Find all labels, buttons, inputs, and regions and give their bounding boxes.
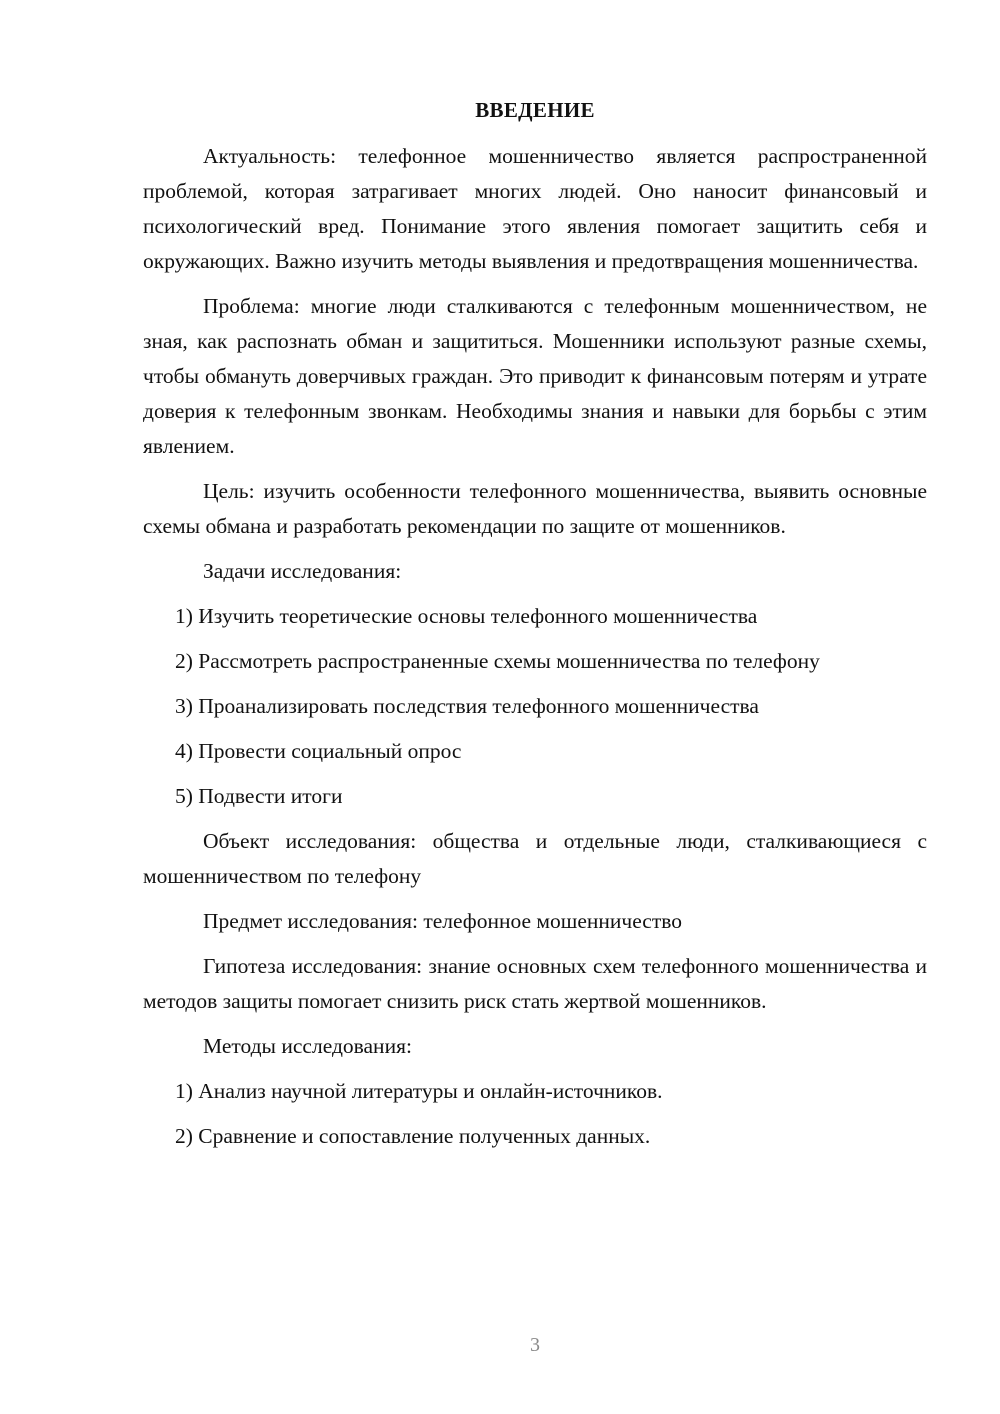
list-item: 4) Провести социальный опрос: [175, 739, 462, 763]
relevance-paragraph: Актуальность: телефонное мошенничество является распространенной проблемой, которая затрагивает многих людей. Оно наносит финансовый и психологический вред. Понимание этого явления помогает защитить себя и окружающих. Важно изучить методы выявления и предотвращения мошенничества.: [143, 144, 927, 273]
list-item: 1) Анализ научной литературы и онлайн-источников.: [175, 1079, 663, 1103]
section-title: ВВЕДЕНИЕ: [475, 98, 595, 122]
list-item: 1) Изучить теоретические основы телефонного мошенничества: [175, 604, 758, 628]
tasks-heading: Задачи исследования:: [203, 559, 402, 583]
subject-paragraph: Предмет исследования: телефонное мошенничество: [203, 909, 682, 933]
goal-paragraph: Цель: изучить особенности телефонного мошенничества, выявить основные схемы обмана и разработать рекомендации по защите от мошенников.: [143, 479, 927, 538]
list-item: 2) Рассмотреть распространенные схемы мошенничества по телефону: [175, 649, 820, 673]
page-content: [143, 96, 927, 1164]
methods-list: [143, 1074, 927, 1154]
methods-heading: Методы исследования:: [203, 1034, 412, 1058]
tasks-list: [143, 599, 927, 814]
hypothesis-paragraph: Гипотеза исследования: знание основных схем телефонного мошенничества и методов защиты помогает снизить риск стать жертвой мошенников.: [143, 954, 927, 1013]
problem-paragraph: Проблема: многие люди сталкиваются с телефонным мошенничеством, не зная, как распознать обман и защититься. Мошенники используют разные схемы, чтобы обмануть доверчивых граждан. Это приводит к финансовым потерям и утрате доверия к телефонным звонкам. Необходимы знания и навыки для борьбы с этим явлением.: [143, 294, 927, 458]
list-item: 3) Проанализировать последствия телефонного мошенничества: [175, 694, 759, 718]
page-number: 3: [530, 1334, 540, 1356]
list-item: 5) Подвести итоги: [175, 784, 343, 808]
list-item: 2) Сравнение и сопоставление полученных данных.: [175, 1124, 651, 1148]
object-paragraph: Объект исследования: общества и отдельные люди, сталкивающиеся с мошенничеством по телефону: [143, 829, 927, 888]
